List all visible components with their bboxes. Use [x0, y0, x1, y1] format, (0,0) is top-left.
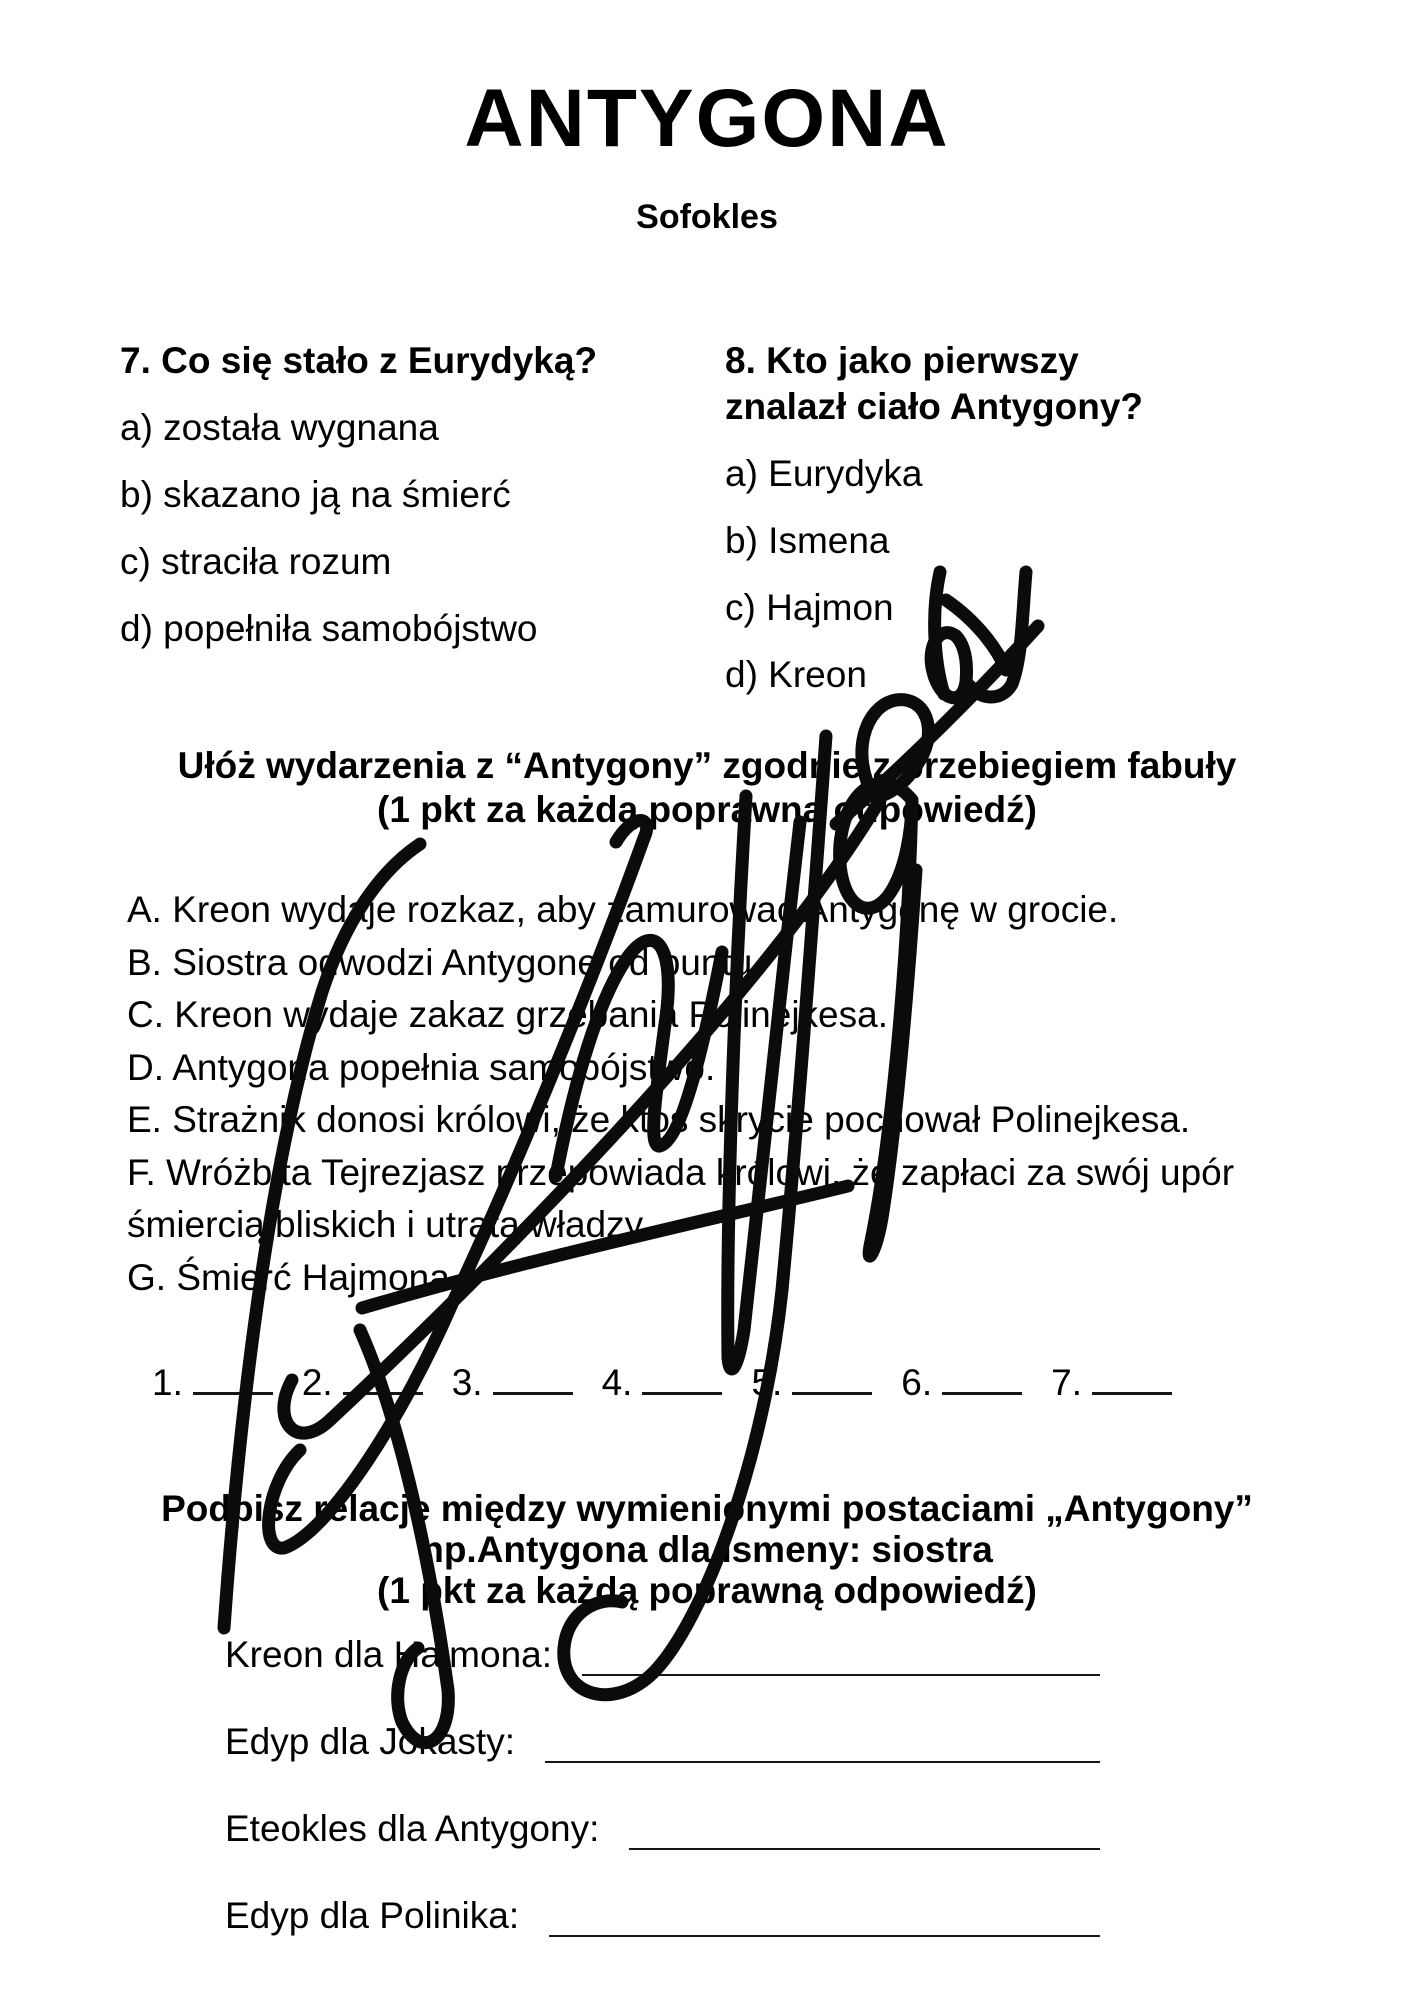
answer-slot-4-number: 4. — [601, 1362, 633, 1403]
page-author: Sofokles — [636, 198, 778, 236]
answer-slot-7-blank[interactable] — [1092, 1362, 1172, 1395]
answer-slot-3 — [452, 1362, 573, 1404]
relation-row-eteokles-antygona — [225, 1802, 1100, 1850]
answer-slot-2-blank[interactable] — [343, 1362, 423, 1395]
sequence-task-heading-line2: (1 pkt za każdą poprawną odpowiedź) — [377, 789, 1037, 830]
relation-label: Edyp dla Polinika: — [225, 1895, 520, 1936]
relation-row-kreon-hajmon — [225, 1628, 1100, 1676]
answer-slot-3-blank[interactable] — [493, 1362, 573, 1395]
question-8-option-d[interactable]: d) Kreon — [725, 654, 867, 695]
answer-slot-7 — [1051, 1362, 1172, 1404]
answer-slot-6-number: 6. — [901, 1362, 933, 1403]
question-8 — [725, 338, 1200, 720]
question-8-option-b[interactable]: b) Ismena — [725, 520, 890, 561]
relation-answer-blank[interactable] — [629, 1808, 1100, 1850]
answer-slot-6 — [901, 1362, 1022, 1404]
answer-slot-4 — [602, 1362, 723, 1404]
question-7 — [120, 338, 700, 674]
event-item-d: D. Antygona popełnia samobójstwo. — [127, 1046, 716, 1088]
question-8-option-c[interactable]: c) Hajmon — [725, 587, 894, 628]
answer-slot-4-blank[interactable] — [642, 1362, 722, 1395]
relations-task-heading-line2: np.Antygona dla Ismeny: siostra — [421, 1529, 993, 1570]
event-item-a: A. Kreon wydaje rozkaz, aby zamurować Antygonę w grocie. — [127, 889, 1119, 930]
question-7-option-d[interactable]: d) popełniła samobójstwo — [120, 608, 538, 649]
answer-slot-1-blank[interactable] — [193, 1362, 273, 1395]
relation-row-edyp-polinik — [225, 1889, 1100, 1937]
relations-task-heading — [0, 1488, 1414, 1611]
answer-slot-2 — [302, 1362, 423, 1404]
relations-list — [225, 1628, 1100, 1976]
answer-slot-3-number: 3. — [451, 1362, 483, 1403]
relation-label: Eteokles dla Antygony: — [225, 1808, 600, 1849]
question-7-heading: 7. Co się stało z Eurydyką? — [120, 340, 598, 381]
sequence-task-heading — [0, 744, 1414, 832]
relation-answer-blank[interactable] — [582, 1634, 1100, 1676]
answer-slot-7-number: 7. — [1051, 1362, 1083, 1403]
relation-row-edyp-jokasta — [225, 1715, 1100, 1763]
event-list — [127, 884, 1317, 1304]
sequence-task-heading-line1: Ułóż wydarzenia z “Antygony” zgodnie z przebiegiem fabuły — [177, 745, 1237, 786]
question-8-heading: 8. Kto jako pierwszy znalazł ciało Antygony? — [725, 340, 1144, 427]
event-item-e: E. Strażnik donosi królowi, że ktoś skrycie pochował Polinejkesa. — [127, 1099, 1191, 1140]
question-7-option-a[interactable]: a) została wygnana — [120, 407, 439, 448]
event-item-c: C. Kreon wydaje zakaz grzebania Polinejkesa. — [127, 994, 888, 1035]
event-item-g: G. Śmierć Hajmona. — [127, 1256, 461, 1298]
question-7-option-b[interactable]: b) skazano ją na śmierć — [120, 474, 511, 515]
answer-slot-1-number: 1. — [152, 1362, 183, 1403]
relation-label: Edyp dla Jokasty: — [225, 1721, 515, 1762]
relations-task-heading-line3: (1 pkt za każdą poprawną odpowiedź) — [377, 1570, 1037, 1611]
event-item-b: B. Siostra odwodzi Antygonę od buntu. — [127, 941, 763, 983]
event-item-f: F. Wróżbita Tejrezjasz przepowiada królowi, że zapłaci za swój upór śmiercią bliskich i utratą władzy. — [127, 1151, 1235, 1245]
answer-slot-1 — [152, 1362, 273, 1404]
answer-slot-5-number: 5. — [751, 1362, 783, 1403]
answer-slot-2-number: 2. — [301, 1362, 333, 1403]
answer-slot-5 — [751, 1362, 872, 1404]
question-8-option-a[interactable]: a) Eurydyka — [725, 453, 923, 494]
answer-slots-row — [152, 1362, 1172, 1404]
relation-label: Kreon dla Hajmona: — [225, 1634, 553, 1675]
relation-answer-blank[interactable] — [545, 1721, 1100, 1763]
answer-slot-5-blank[interactable] — [792, 1362, 872, 1395]
answer-slot-6-blank[interactable] — [942, 1362, 1022, 1395]
page-title: ANTYGONA — [464, 73, 950, 164]
relation-answer-blank[interactable] — [549, 1895, 1100, 1937]
relations-task-heading-line1: Podpisz relacje między wymienionymi postaciami „Antygony” — [161, 1488, 1253, 1529]
question-7-option-c[interactable]: c) straciła rozum — [120, 541, 392, 582]
